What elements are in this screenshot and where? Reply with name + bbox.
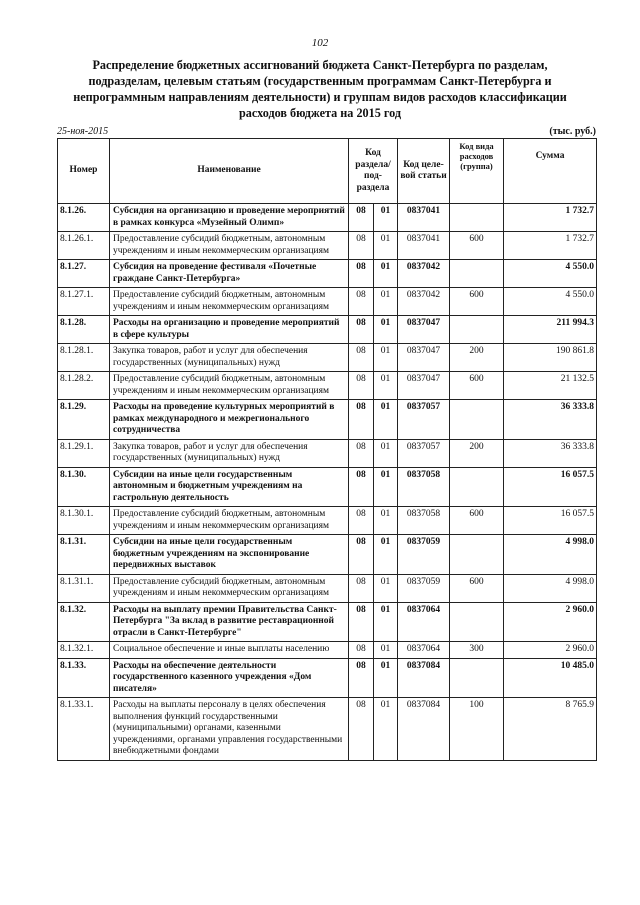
table-row [58, 260, 597, 288]
row-sum: 2 960.0 [504, 642, 597, 659]
header-sum: Сумма [504, 139, 597, 204]
header-name: Наименование [110, 139, 349, 204]
row-subsection-code: 01 [374, 574, 398, 602]
row-section-code: 08 [349, 602, 374, 642]
document-date: 25-ноя-2015 [57, 126, 109, 137]
row-section-code: 08 [349, 372, 374, 400]
row-kind-code: 200 [450, 439, 504, 467]
row-kind-code [450, 204, 504, 232]
row-subsection-code: 01 [374, 467, 398, 507]
table-row [58, 288, 597, 316]
row-target-code: 0837059 [398, 535, 450, 575]
row-kind-code: 100 [450, 698, 504, 761]
row-sum: 10 485.0 [504, 658, 597, 698]
table-row [58, 316, 597, 344]
row-name: Предоставление субсидий бюджетным, автономным учреждениям и иным некоммерческим организациям [110, 288, 349, 316]
table-row [58, 574, 597, 602]
row-subsection-code: 01 [374, 204, 398, 232]
row-kind-code [450, 467, 504, 507]
row-kind-code [450, 535, 504, 575]
row-sum: 16 057.5 [504, 467, 597, 507]
row-kind-code: 300 [450, 642, 504, 659]
row-sum: 211 994.3 [504, 316, 597, 344]
row-name: Предоставление субсидий бюджетным, автономным учреждениям и иным некоммерческим организациям [110, 232, 349, 260]
row-sum: 36 333.8 [504, 439, 597, 467]
row-number: 8.1.32. [58, 602, 110, 642]
row-name: Предоставление субсидий бюджетным, автономным учреждениям и иным некоммерческим организациям [110, 372, 349, 400]
row-target-code: 0837042 [398, 260, 450, 288]
row-target-code: 0837047 [398, 372, 450, 400]
header-kind: Код вида расходов (группа) [450, 139, 504, 204]
row-number: 8.1.26. [58, 204, 110, 232]
row-name: Расходы на проведение культурных мероприятий в рамках международного и межрегионального сотрудничества [110, 400, 349, 440]
row-subsection-code: 01 [374, 288, 398, 316]
row-subsection-code: 01 [374, 698, 398, 761]
row-section-code: 08 [349, 344, 374, 372]
row-kind-code: 600 [450, 574, 504, 602]
row-sum: 1 732.7 [504, 232, 597, 260]
row-kind-code: 600 [450, 232, 504, 260]
row-target-code: 0837058 [398, 507, 450, 535]
row-name: Субсидии на иные цели государственным бюджетным учреждениям на экспонирование передвижных выставок [110, 535, 349, 575]
row-number: 8.1.27.1. [58, 288, 110, 316]
row-subsection-code: 01 [374, 507, 398, 535]
row-sum: 4 998.0 [504, 574, 597, 602]
table-row [58, 344, 597, 372]
table-row [58, 535, 597, 575]
row-section-code: 08 [349, 698, 374, 761]
row-subsection-code: 01 [374, 602, 398, 642]
row-name: Расходы на выплаты персоналу в целях обеспечения выполнения функций государственными (муниципальными) органами, казенными учреждениями, органами управления государственными внебюджетными фондами [110, 698, 349, 761]
table-row [58, 439, 597, 467]
budget-table [57, 138, 597, 761]
row-target-code: 0837041 [398, 204, 450, 232]
row-number: 8.1.32.1. [58, 642, 110, 659]
table-row [58, 507, 597, 535]
row-target-code: 0837047 [398, 344, 450, 372]
row-section-code: 08 [349, 288, 374, 316]
table-row [58, 372, 597, 400]
row-sum: 1 732.7 [504, 204, 597, 232]
row-subsection-code: 01 [374, 232, 398, 260]
row-subsection-code: 01 [374, 642, 398, 659]
row-section-code: 08 [349, 439, 374, 467]
header-number: Номер [58, 139, 110, 204]
row-section-code: 08 [349, 232, 374, 260]
row-target-code: 0837058 [398, 467, 450, 507]
row-sum: 16 057.5 [504, 507, 597, 535]
row-sum: 4 550.0 [504, 288, 597, 316]
header-target: Код целе-вой статьи [398, 139, 450, 204]
row-target-code: 0837041 [398, 232, 450, 260]
row-number: 8.1.31.1. [58, 574, 110, 602]
row-number: 8.1.30.1. [58, 507, 110, 535]
row-section-code: 08 [349, 316, 374, 344]
table-row [58, 400, 597, 440]
row-section-code: 08 [349, 204, 374, 232]
row-number: 8.1.33.1. [58, 698, 110, 761]
row-name: Предоставление субсидий бюджетным, автономным учреждениям и иным некоммерческим организациям [110, 507, 349, 535]
row-section-code: 08 [349, 535, 374, 575]
row-name: Социальное обеспечение и иные выплаты населению [110, 642, 349, 659]
table-row [58, 204, 597, 232]
row-name: Расходы на обеспечение деятельности государственного казенного учреждения «Дом писателя» [110, 658, 349, 698]
row-target-code: 0837059 [398, 574, 450, 602]
row-number: 8.1.29. [58, 400, 110, 440]
row-name: Расходы на организацию и проведение мероприятий в сфере культуры [110, 316, 349, 344]
row-section-code: 08 [349, 400, 374, 440]
row-number: 8.1.29.1. [58, 439, 110, 467]
row-target-code: 0837057 [398, 439, 450, 467]
table-row [58, 467, 597, 507]
row-target-code: 0837084 [398, 658, 450, 698]
table-row [58, 642, 597, 659]
row-name: Субсидия на проведение фестиваля «Почетные граждане Санкт-Петербурга» [110, 260, 349, 288]
units-label: (тыс. руб.) [549, 126, 596, 137]
row-kind-code: 600 [450, 372, 504, 400]
row-sum: 21 132.5 [504, 372, 597, 400]
row-subsection-code: 01 [374, 535, 398, 575]
row-subsection-code: 01 [374, 372, 398, 400]
page-number: 102 [311, 37, 329, 49]
row-name: Субсидия на организацию и проведение мероприятий в рамках конкурса «Музейный Олимп» [110, 204, 349, 232]
table-header-row [58, 139, 597, 204]
row-number: 8.1.26.1. [58, 232, 110, 260]
row-kind-code: 600 [450, 288, 504, 316]
row-target-code: 0837064 [398, 642, 450, 659]
table-row [58, 232, 597, 260]
row-section-code: 08 [349, 260, 374, 288]
table-row [58, 602, 597, 642]
row-subsection-code: 01 [374, 439, 398, 467]
row-name: Предоставление субсидий бюджетным, автономным учреждениям и иным некоммерческим организациям [110, 574, 349, 602]
row-kind-code [450, 316, 504, 344]
row-sum: 4 998.0 [504, 535, 597, 575]
row-section-code: 08 [349, 467, 374, 507]
row-kind-code: 200 [450, 344, 504, 372]
row-target-code: 0837047 [398, 316, 450, 344]
row-number: 8.1.27. [58, 260, 110, 288]
row-name: Расходы на выплату премии Правительства Санкт-Петербурга "За вклад в развитие реставрационной отрасли в Санкт-Петербурге" [110, 602, 349, 642]
row-subsection-code: 01 [374, 658, 398, 698]
row-number: 8.1.31. [58, 535, 110, 575]
row-target-code: 0837057 [398, 400, 450, 440]
row-target-code: 0837084 [398, 698, 450, 761]
header-section: Код раздела/ под-раздела [349, 139, 398, 204]
row-subsection-code: 01 [374, 260, 398, 288]
row-section-code: 08 [349, 507, 374, 535]
table-row [58, 698, 597, 761]
row-sum: 8 765.9 [504, 698, 597, 761]
row-sum: 36 333.8 [504, 400, 597, 440]
row-kind-code [450, 400, 504, 440]
row-number: 8.1.28. [58, 316, 110, 344]
row-kind-code [450, 260, 504, 288]
row-subsection-code: 01 [374, 400, 398, 440]
row-kind-code: 600 [450, 507, 504, 535]
row-section-code: 08 [349, 574, 374, 602]
table-row [58, 658, 597, 698]
row-name: Субсидии на иные цели государственным автономным и бюджетным учреждениям на гастрольную деятельность [110, 467, 349, 507]
row-sum: 2 960.0 [504, 602, 597, 642]
row-number: 8.1.33. [58, 658, 110, 698]
row-section-code: 08 [349, 658, 374, 698]
row-subsection-code: 01 [374, 316, 398, 344]
row-subsection-code: 01 [374, 344, 398, 372]
row-name: Закупка товаров, работ и услуг для обеспечения государственных (муниципальных) нужд [110, 439, 349, 467]
row-number: 8.1.28.1. [58, 344, 110, 372]
row-sum: 4 550.0 [504, 260, 597, 288]
row-target-code: 0837042 [398, 288, 450, 316]
row-section-code: 08 [349, 642, 374, 659]
row-kind-code [450, 602, 504, 642]
row-sum: 190 861.8 [504, 344, 597, 372]
row-number: 8.1.28.2. [58, 372, 110, 400]
row-kind-code [450, 658, 504, 698]
row-target-code: 0837064 [398, 602, 450, 642]
row-number: 8.1.30. [58, 467, 110, 507]
document-title: Распределение бюджетных ассигнований бюджета Санкт-Петербурга по разделам, подразделам, целевым статьям (государственным программам Санкт-Петербурга и непрограммным направлениям деятельности) и группам видов расходов классификации расходов бюджета на 2015 год [73, 58, 567, 120]
row-name: Закупка товаров, работ и услуг для обеспечения государственных (муниципальных) нужд [110, 344, 349, 372]
